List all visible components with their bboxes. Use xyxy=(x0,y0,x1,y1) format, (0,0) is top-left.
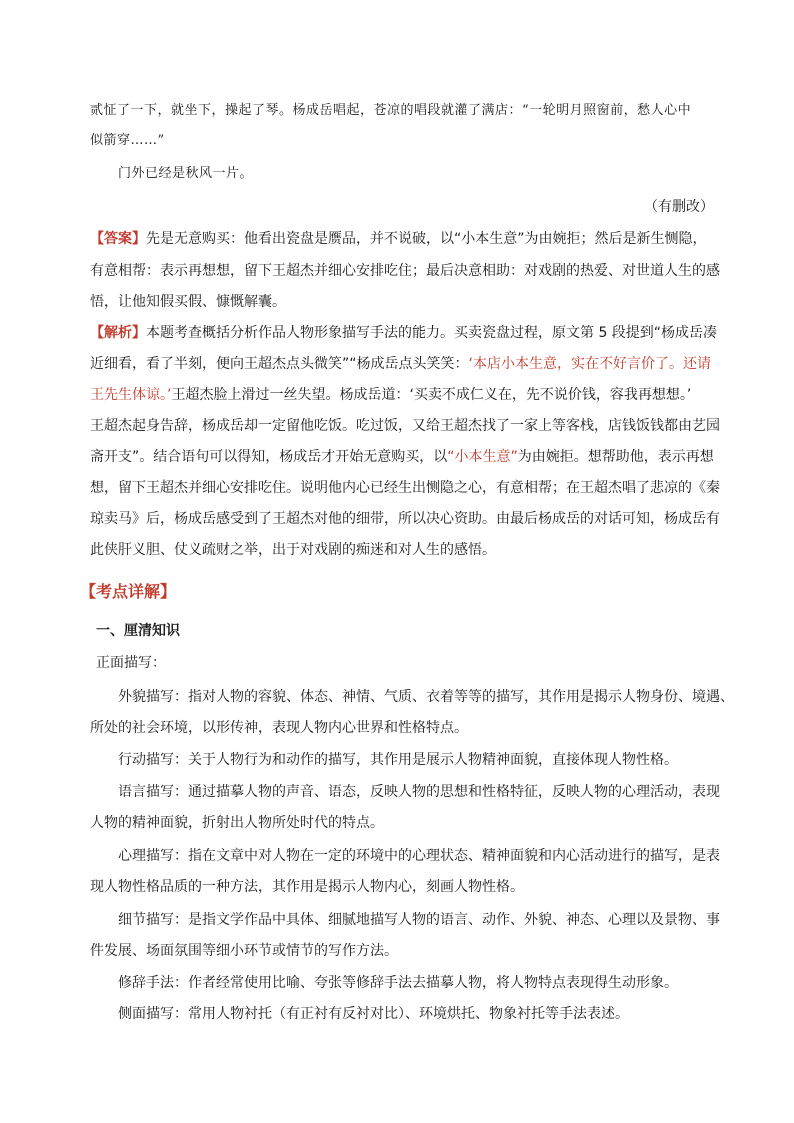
analysis-line-2 xyxy=(90,353,711,375)
revision-note: （有删改） xyxy=(644,199,714,215)
item-psychology-line-2: 现人物性格品质的一种方法，其作用是揭示人物内心，刻画人物性格。 xyxy=(90,879,524,895)
subsection-title: 一、厘清知识 xyxy=(96,623,180,639)
analysis-quote-2: 王先生体谅。’ xyxy=(90,387,172,403)
item-appearance-line-2: 所处的社会环境，以形传神，表现人物内心世界和性格特点。 xyxy=(90,720,468,736)
item-detail-line-2: 件发展、场面氛围等细小环节或情节的写作方法。 xyxy=(90,943,398,959)
analysis-line-7: 琼卖马》后，杨成岳感受到了王超杰对他的细带，所以决心资助。由最后杨成岳的对话可知，杨成岳有 xyxy=(90,511,720,527)
analysis-quote-1: ‘本店小本生意，实在不好言价了。还请 xyxy=(468,356,711,372)
item-rhetoric-line-1: 修辞手法：作者经常使用比喻、夸张等修辞手法去描摹人物，将人物特点表现得生动形象。 xyxy=(118,975,678,991)
analysis-line-5 xyxy=(90,446,714,468)
story-line-1: 贰怔了一下，就坐下，操起了琴。杨成岳唱起，苍凉的唱段就灌了满店：“一轮明月照窗前，愁人心中 xyxy=(90,103,692,118)
answer-line-1 xyxy=(90,228,707,250)
analysis-line-4: 王超杰起身告辞，杨成岳却一定留他吃饭。吃过饭，又给王超杰找了一家上等客栈，店钱饭钱都由艺园 xyxy=(90,418,720,434)
analysis-quote-3: “小本生意” xyxy=(447,449,518,465)
analysis-label: 【解析】 xyxy=(90,325,146,341)
analysis-line-1 xyxy=(90,322,717,344)
answer-label: 【答案】 xyxy=(90,231,146,247)
answer-line-2: 有意相帮：表示再想想，留下王超杰并细心安排吃住；最后决意相助：对戏剧的热爱、对世道人生的感 xyxy=(90,263,720,279)
analysis-line-8: 此侠肝义胆、仗义疏财之举，出于对戏剧的痴迷和对人生的感悟。 xyxy=(90,542,496,558)
item-appearance-line-1: 外貌描写：指对人物的容貌、体态、神情、气质、衣着等等的描写，其作用是揭示人物身份、境遇、 xyxy=(118,689,734,705)
answer-line-3: 悟，让他知假买假、慷慨解囊。 xyxy=(90,294,286,310)
item-detail-line-1: 细节描写：是指文学作品中具体、细腻地描写人物的语言、动作、外貌、神态、心理以及景物、事 xyxy=(118,912,720,928)
analysis-text-5a: 斋开支”。结合语句可以得知，杨成岳才开始无意购买，以 xyxy=(90,449,448,465)
story-line-2: 似箭穿……” xyxy=(90,133,165,148)
item-language-line-2: 人物的精神面貌，折射出人物所处时代的特点。 xyxy=(90,815,384,831)
item-language-line-1: 语言描写：通过描摹人物的声音、语态，反映人物的思想和性格特征，反映人物的心理活动，表现 xyxy=(118,784,720,800)
item-indirect-line-1: 侧面描写：常用人物衬托（有正衬有反衬对比）、环境烘托、物象衬托等手法表述。 xyxy=(118,1006,629,1022)
item-psychology-line-1: 心理描写：指在文章中对人物在一定的环境中的心理状态、精神面貌和内心活动进行的描写，是表 xyxy=(118,848,720,864)
analysis-line-6: 想，留下王超杰并细心安排吃住。说明他内心已经生出恻隐之心，有意相帮；在王超杰唱了悲凉的《秦 xyxy=(90,480,720,496)
analysis-text-3b: 王超杰脸上滑过一丝失望。杨成岳道：‘买卖不成仁义在，先不说价钱，容我再想想。’ xyxy=(171,387,692,403)
story-line-3: 门外已经是秋风一片。 xyxy=(118,166,254,181)
item-action-line-1: 行动描写：关于人物行为和动作的描写，其作用是展示人物精神面貌，直接体现人物性格。 xyxy=(118,752,678,768)
analysis-line-3 xyxy=(90,384,691,406)
section-heading: 【考点详解】 xyxy=(80,582,177,601)
analysis-text-1: 本题考查概括分析作品人物形象描写手法的能力。买卖瓷盘过程，原文第 5 段提到“杨成岳凑 xyxy=(146,325,718,341)
direct-description-title: 正面描写： xyxy=(96,655,166,671)
analysis-text-5c: 为由婉拒。想帮助他，表示再想 xyxy=(517,449,714,465)
answer-text-1: 先是无意购买：他看出瓷盘是赝品，并不说破，以“小本生意”为由婉拒；然后是新生恻隐， xyxy=(146,231,707,247)
analysis-text-2a: 近细看，看了半刻，便向王超杰点头微笑”“杨成岳点头笑笑： xyxy=(90,356,469,372)
